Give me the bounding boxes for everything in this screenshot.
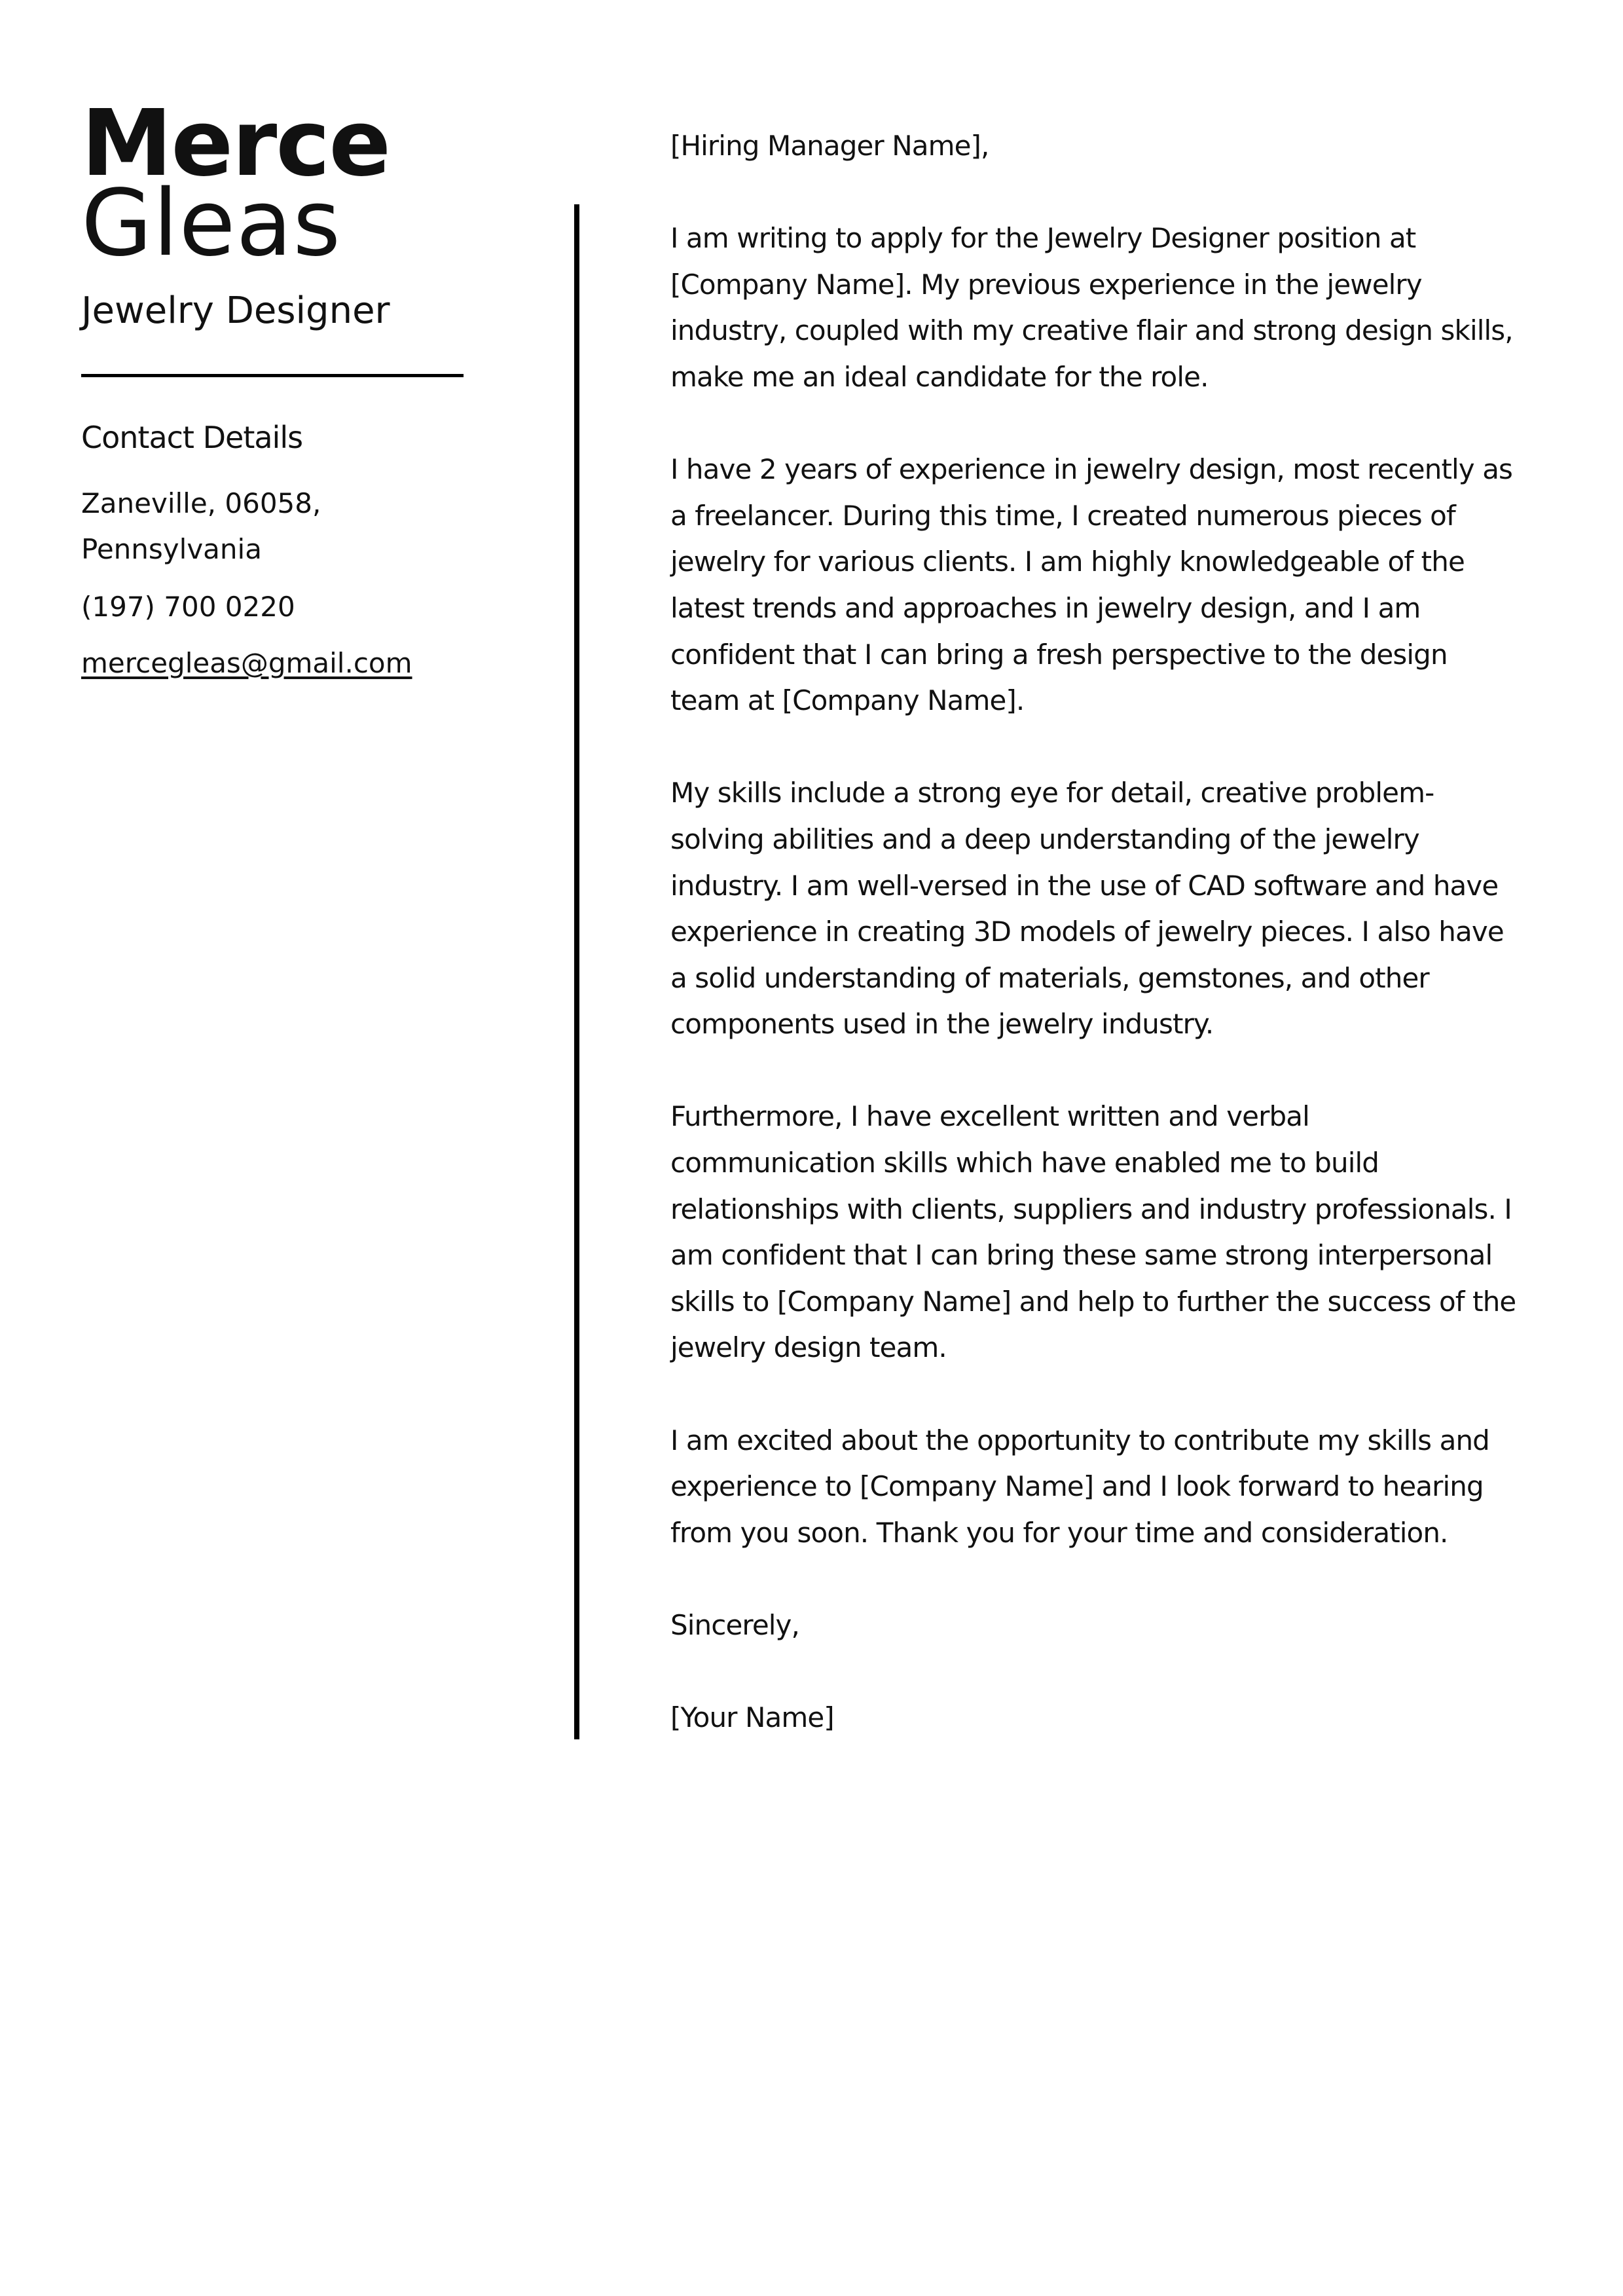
letter-paragraph: I have 2 years of experience in jewelry design, most recently as a freelancer. During this time, I created numerous pieces of jewelry for various clients. I am highly knowledgeable of the latest trends and approaches in jewelry design, and I am confident that I can bring a fresh perspective to the design team at [Company Name]. — [670, 453, 1513, 717]
letter-salutation: [Hiring Manager Name], — [670, 130, 989, 162]
contact-heading: Contact Details — [81, 420, 303, 455]
letter-paragraph: My skills include a strong eye for detail, creative problem-solving abilities and a deep understanding of the jewelry industry. I am well-versed in the use of CAD software and have experience in creating 3D models of jewelry pieces. I also have a solid understanding of materials, gemstones, and other components used in the jewelry industry. — [670, 777, 1504, 1041]
letter-signature: [Your Name] — [670, 1701, 834, 1734]
first-name: Merce — [81, 90, 390, 197]
contact-address: Zaneville, 06058, Pennsylvania — [81, 487, 321, 565]
letter-closing: Sincerely, — [670, 1609, 799, 1641]
last-name: Gleas — [81, 170, 342, 277]
letter-paragraph: I am writing to apply for the Jewelry Designer position at [Company Name]. My previous experience in the jewelry industry, coupled with my creative flair and strong design skills, make me an ideal candidate for the role. — [670, 222, 1513, 393]
sidebar-divider — [81, 374, 464, 377]
letter-paragraph: Furthermore, I have excellent written and verbal communication skills which have enabled me to build relationships with clients, suppliers and industry professionals. I am confident that I can bring these same strong interpersonal skills to [Company Name] and help to further the success of the jewelry design team. — [670, 1100, 1516, 1364]
vertical-divider — [574, 204, 579, 1739]
letter-body — [670, 123, 1522, 1741]
job-title: Jewelry Designer — [81, 289, 390, 332]
contact-email-link[interactable]: mercegleas@gmail.com — [81, 647, 412, 679]
letter-paragraph: I am excited about the opportunity to contribute my skills and experience to [Company Name] and I look forward to hearing from you soon. Thank you for your time and consideration. — [670, 1424, 1489, 1549]
contact-phone: (197) 700 0220 — [81, 591, 295, 623]
